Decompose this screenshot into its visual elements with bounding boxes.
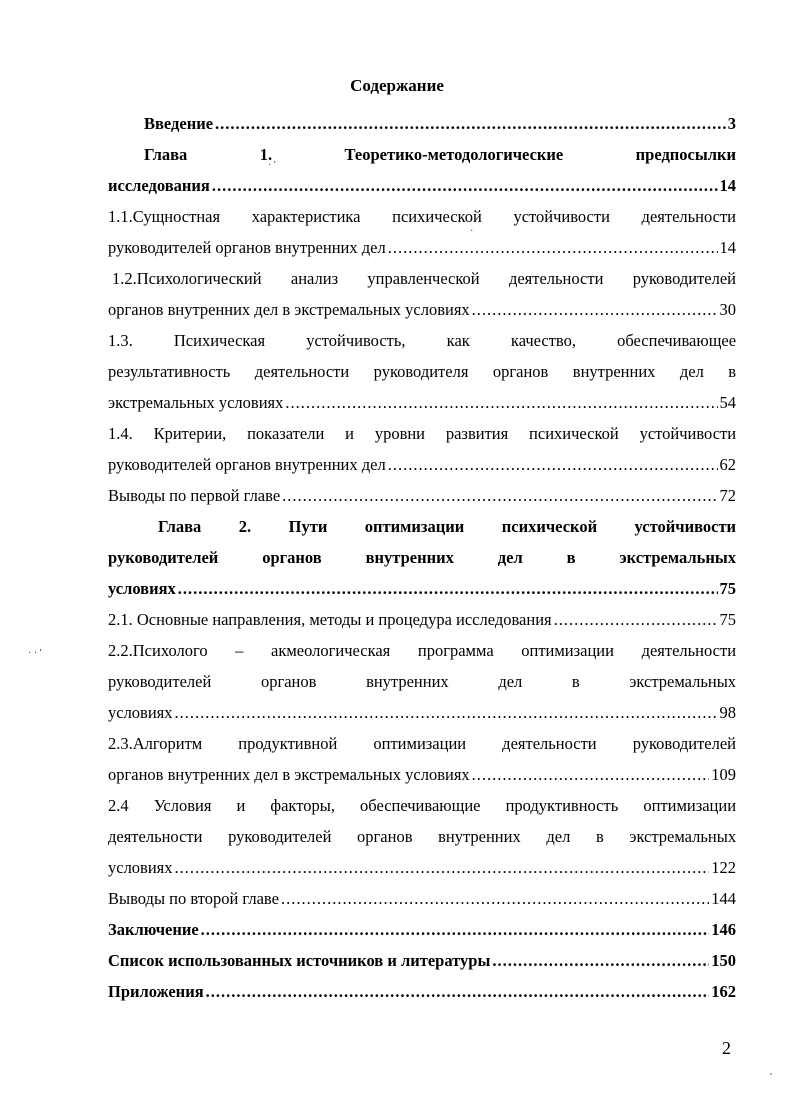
toc-entry-appendix <box>108 976 736 1007</box>
word: деятельности <box>502 734 597 753</box>
word: 1.2.Психологический <box>112 269 262 288</box>
word: уровни <box>374 424 426 443</box>
word: 2.4 <box>108 796 129 815</box>
toc-entry-text: условиях <box>108 858 173 877</box>
word: деятельности <box>508 269 604 288</box>
word: дел <box>546 827 571 846</box>
word: внутренних <box>572 362 656 381</box>
toc-entry-text: Выводы по второй главе <box>108 889 279 908</box>
word: устойчивости <box>513 207 610 226</box>
dot-leader <box>215 108 726 139</box>
toc-page-number: 30 <box>719 300 736 319</box>
toc-page-number: 54 <box>719 393 736 412</box>
toc-entry-1-1-line1 <box>108 201 736 232</box>
word: и <box>345 424 354 443</box>
word: оптимизации <box>521 641 614 660</box>
word: программа <box>417 641 494 660</box>
word: факторы, <box>270 796 335 815</box>
toc-entry-conclusion <box>108 914 736 945</box>
toc-entry-text: условиях <box>108 579 176 598</box>
toc-entry-text: Список использованных источников и литературы <box>108 951 491 970</box>
word: в <box>566 548 576 567</box>
toc-entry-1-2-line1 <box>108 263 736 294</box>
toc-page-number: 150 <box>711 951 736 970</box>
word: экстремальных <box>619 548 736 567</box>
word: показатели <box>247 424 325 443</box>
word: внутренних <box>438 827 521 846</box>
scan-speck: · · ' <box>28 648 42 659</box>
word: деятельности <box>108 827 203 846</box>
dot-leader <box>178 573 718 604</box>
toc-entry-text: руководителей органов внутренних дел <box>108 455 386 474</box>
toc-entry-chapter2-line3 <box>108 573 736 604</box>
toc-page-number: 75 <box>719 610 736 629</box>
word: 1.4. <box>108 424 133 443</box>
word: управленческой <box>367 269 480 288</box>
toc-entry-text: Приложения <box>108 982 204 1001</box>
word: акмеологическая <box>271 641 391 660</box>
word: деятельности <box>254 362 350 381</box>
toc-entry-text: органов внутренних дел в экстремальных условиях <box>108 765 470 784</box>
word: органов <box>262 548 322 567</box>
toc-page-number: 3 <box>727 114 736 133</box>
word: развития <box>445 424 509 443</box>
dot-leader <box>285 387 717 418</box>
toc-entry-chapter1-line2 <box>108 170 736 201</box>
toc-entry-text: органов внутренних дел в экстремальных условиях <box>108 300 470 319</box>
toc-page-number: 122 <box>711 858 736 877</box>
toc-entry-chapter1-line1 <box>108 139 736 170</box>
toc-entry-1-3-line2 <box>108 356 736 387</box>
word: дел <box>498 672 523 691</box>
word: руководителей <box>632 734 736 753</box>
word: анализ <box>290 269 339 288</box>
toc-entry-text: Заключение <box>108 920 199 939</box>
toc-entry-1-4-line2 <box>108 449 736 480</box>
toc-page-number: 98 <box>719 703 736 722</box>
dot-leader <box>492 945 709 976</box>
toc-entry-text: Введение <box>144 114 214 133</box>
word: руководителя <box>373 362 469 381</box>
word: руководителей <box>108 672 212 691</box>
toc-entry-2-4-line3 <box>108 852 736 883</box>
word: 1. <box>259 145 273 164</box>
toc-page-number: 144 <box>711 889 736 908</box>
toc-page-number: 62 <box>719 455 736 474</box>
toc-entry-text: Выводы по первой главе <box>108 486 281 505</box>
scan-speck: ' <box>770 1072 772 1083</box>
word: предпосылки <box>635 145 736 164</box>
word: внутренних <box>366 672 449 691</box>
toc-entry-text: исследования <box>108 176 210 195</box>
word: обеспечивающие <box>360 796 481 815</box>
toc-entry-intro <box>108 108 736 139</box>
word: дел <box>497 548 523 567</box>
word: 1.1.Сущностная <box>108 207 221 226</box>
dot-leader <box>282 480 717 511</box>
dot-leader <box>206 976 710 1007</box>
word: органов <box>492 362 549 381</box>
scan-speck: · <box>470 226 474 237</box>
word: Глава <box>158 517 202 536</box>
word: Глава <box>144 145 188 164</box>
toc-entry-1-3-line1 <box>108 325 736 356</box>
toc-page-number: 146 <box>711 920 736 939</box>
word: Теоретико-методологические <box>344 145 564 164</box>
word: характеристика <box>251 207 361 226</box>
word: устойчивости <box>639 424 736 443</box>
word: оптимизации <box>364 517 465 536</box>
toc-entry-2-4-line2 <box>108 821 736 852</box>
word: – <box>235 641 244 660</box>
page-number: 2 <box>722 1038 731 1058</box>
word: руководителей <box>632 269 736 288</box>
toc-entry-1-2-line2 <box>108 294 736 325</box>
dot-leader <box>472 294 718 325</box>
word: 1.3. <box>108 331 133 350</box>
word: и <box>236 796 246 815</box>
word: психической <box>501 517 598 536</box>
word: в <box>728 362 736 381</box>
word: деятельности <box>641 207 736 226</box>
word: 2.2.Психолого <box>108 641 208 660</box>
toc-page-number: 14 <box>719 176 736 195</box>
word: оптимизации <box>643 796 736 815</box>
word: Условия <box>153 796 212 815</box>
word: 2.3.Алгоритм <box>108 734 203 753</box>
toc-entry-2-2-line1 <box>108 635 736 666</box>
toc-entry-chapter2-line2 <box>108 542 736 573</box>
dot-leader <box>554 604 718 635</box>
word: в <box>595 827 604 846</box>
toc-entry-text: экстремальных условиях <box>108 393 284 412</box>
toc-entry-conclusions-2 <box>108 883 736 914</box>
toc-entry-1-3-line3 <box>108 387 736 418</box>
dot-leader <box>388 449 718 480</box>
toc-entry-1-4-line1 <box>108 418 736 449</box>
word: руководителей <box>228 827 332 846</box>
word: продуктивной <box>238 734 338 753</box>
word: обеспечивающее <box>617 331 736 350</box>
toc-entry-2-3-line2 <box>108 759 736 790</box>
toc-entry-chapter2-line1 <box>108 511 736 542</box>
dot-leader <box>281 883 709 914</box>
word: Критерии, <box>153 424 227 443</box>
toc-entry-2-3-line1 <box>108 728 736 759</box>
page-title: Содержание <box>350 76 444 95</box>
dot-leader <box>175 697 718 728</box>
word: органов <box>260 672 317 691</box>
toc-page-number: 14 <box>719 238 736 257</box>
toc-entry-text: 2.1. Основные направления, методы и процедура исследования <box>108 610 552 629</box>
word: Психическая <box>173 331 266 350</box>
word: дел <box>679 362 704 381</box>
word: продуктивность <box>505 796 619 815</box>
toc-entry-text: руководителей органов внутренних дел <box>108 238 386 257</box>
dot-leader <box>175 852 710 883</box>
scan-speck: · ' <box>268 160 276 171</box>
toc-entry-2-1 <box>108 604 736 635</box>
dot-leader <box>388 232 718 263</box>
toc-entry-conclusions-1 <box>108 480 736 511</box>
word: Пути <box>288 517 328 536</box>
word: оптимизации <box>373 734 467 753</box>
toc-entry-text: условиях <box>108 703 173 722</box>
toc-page-number: 75 <box>719 579 736 598</box>
word: внутренних <box>365 548 454 567</box>
word: качество, <box>510 331 576 350</box>
word: в <box>571 672 580 691</box>
word: экстремальных <box>629 827 736 846</box>
word: руководителей <box>108 548 219 567</box>
word: устойчивость, <box>306 331 406 350</box>
dot-leader <box>201 914 710 945</box>
word: деятельности <box>641 641 736 660</box>
table-of-contents <box>108 108 736 1007</box>
word: 2. <box>238 517 252 536</box>
word: органов <box>357 827 413 846</box>
toc-page-number: 72 <box>719 486 736 505</box>
word: результативность <box>108 362 231 381</box>
dot-leader <box>472 759 710 790</box>
word: психической <box>529 424 619 443</box>
word: устойчивости <box>634 517 736 536</box>
toc-entry-2-2-line3 <box>108 697 736 728</box>
toc-page-number: 162 <box>711 982 736 1001</box>
toc-page-number: 109 <box>711 765 736 784</box>
word: как <box>446 331 470 350</box>
word: психической <box>392 207 482 226</box>
dot-leader <box>212 170 718 201</box>
toc-entry-2-4-line1 <box>108 790 736 821</box>
toc-entry-2-2-line2 <box>108 666 736 697</box>
toc-entry-1-1-line2 <box>108 232 736 263</box>
toc-entry-references <box>108 945 736 976</box>
word: экстремальных <box>629 672 736 691</box>
